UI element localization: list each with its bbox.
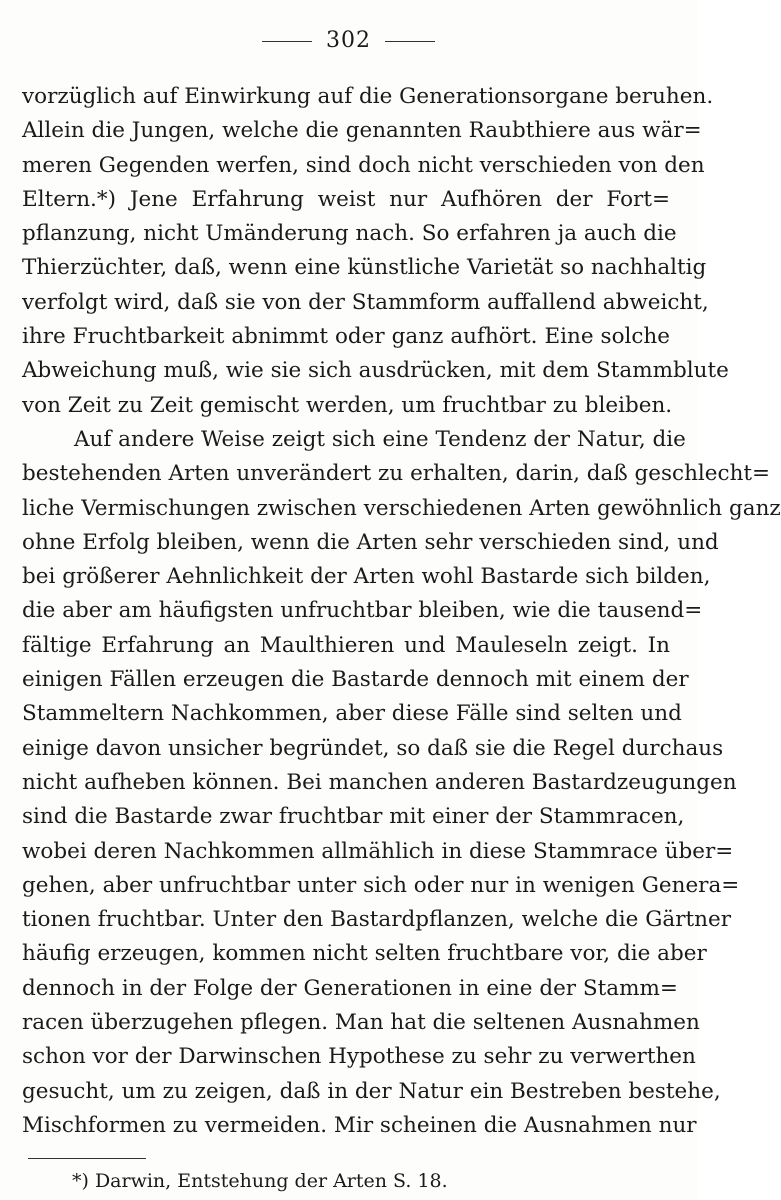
text-line: nicht aufheben können. Bei manchen anderen Bastardzeugungen: [22, 769, 737, 795]
text-line: Eltern.*) Jene Erfahrung weist nur Aufhören der Fort=: [22, 186, 670, 212]
text-line: schon vor der Darwinschen Hypothese zu sehr zu verwerthen: [22, 1044, 696, 1070]
text-line: Allein die Jungen, welche die genannten Raubthiere aus wär=: [22, 118, 702, 144]
page-header: [0, 28, 697, 53]
text-line: dennoch in der Folge der Generationen in eine der Stamm=: [22, 975, 678, 1001]
text-line: fältige Erfahrung an Maulthieren und Mauleseln zeigt. In: [22, 632, 670, 658]
text-line: pflanzung, nicht Umänderung nach. So erfahren ja auch die: [22, 221, 677, 247]
paragraph-start-line: Auf andere Weise zeigt sich eine Tendenz der Natur, die: [74, 426, 686, 452]
text-line: liche Vermischungen zwischen verschiedenen Arten gewöhnlich ganz: [22, 495, 781, 521]
text-line: tionen fruchtbar. Unter den Bastardpflanzen, welche die Gärtner: [22, 907, 731, 933]
text-line: vorzüglich auf Einwirkung auf die Generationsorgane beruhen.: [22, 84, 714, 109]
text-line: von Zeit zu Zeit gemischt werden, um fruchtbar zu bleiben.: [22, 392, 673, 418]
text-line: meren Gegenden werfen, sind doch nicht verschieden von den: [22, 152, 705, 178]
text-line: bestehenden Arten unverändert zu erhalten, darin, daß geschlecht=: [22, 461, 771, 487]
text-line: die aber am häufigsten unfruchtbar bleiben, wie die tausend=: [22, 598, 703, 624]
text-line: einigen Fällen erzeugen die Bastarde dennoch mit einem der: [22, 667, 689, 693]
text-line: verfolgt wird, daß sie von der Stammform auffallend abweicht,: [22, 289, 709, 315]
footnote-rule: [28, 1158, 146, 1159]
text-line: gehen, aber unfruchtbar unter sich oder nur in wenigen Genera=: [22, 872, 740, 898]
text-line: ohne Erfolg bleiben, wenn die Arten sehr verschieden sind, und: [22, 529, 719, 555]
footnote: *) Darwin, Entstehung der Arten S. 18.: [72, 1170, 448, 1192]
page-number: 302: [326, 28, 371, 53]
text-line: Stammeltern Nachkommen, aber diese Fälle sind selten und: [22, 701, 682, 727]
text-line: gesucht, um zu zeigen, daß in der Natur ein Bestreben bestehe,: [22, 1078, 721, 1104]
text-line: Abweichung muß, wie sie sich ausdrücken, mit dem Stammblute: [22, 358, 729, 384]
body-text: [22, 80, 781, 1143]
text-line: einige davon unsicher begründet, so daß sie die Regel durchaus: [22, 735, 724, 761]
text-line: ihre Fruchtbarkeit abnimmt oder ganz aufhört. Eine solche: [22, 324, 670, 350]
text-line: Thierzüchter, daß, wenn eine künstliche Varietät so nachhaltig: [22, 255, 707, 281]
text-line: bei größerer Aehnlichkeit der Arten wohl Bastarde sich bilden,: [22, 564, 711, 590]
text-line: wobei deren Nachkommen allmählich in diese Stammrace über=: [22, 838, 734, 864]
text-line: Mischformen zu vermeiden. Mir scheinen die Ausnahmen nur: [22, 1112, 697, 1138]
text-line: racen überzugehen pflegen. Man hat die seltenen Ausnahmen: [22, 1010, 700, 1036]
header-rule-right: [385, 41, 435, 42]
text-line: häufig erzeugen, kommen nicht selten fruchtbare vor, die aber: [22, 941, 707, 967]
header-rule-left: [262, 41, 312, 42]
text-line: sind die Bastarde zwar fruchtbar mit einer der Stammracen,: [22, 804, 685, 830]
